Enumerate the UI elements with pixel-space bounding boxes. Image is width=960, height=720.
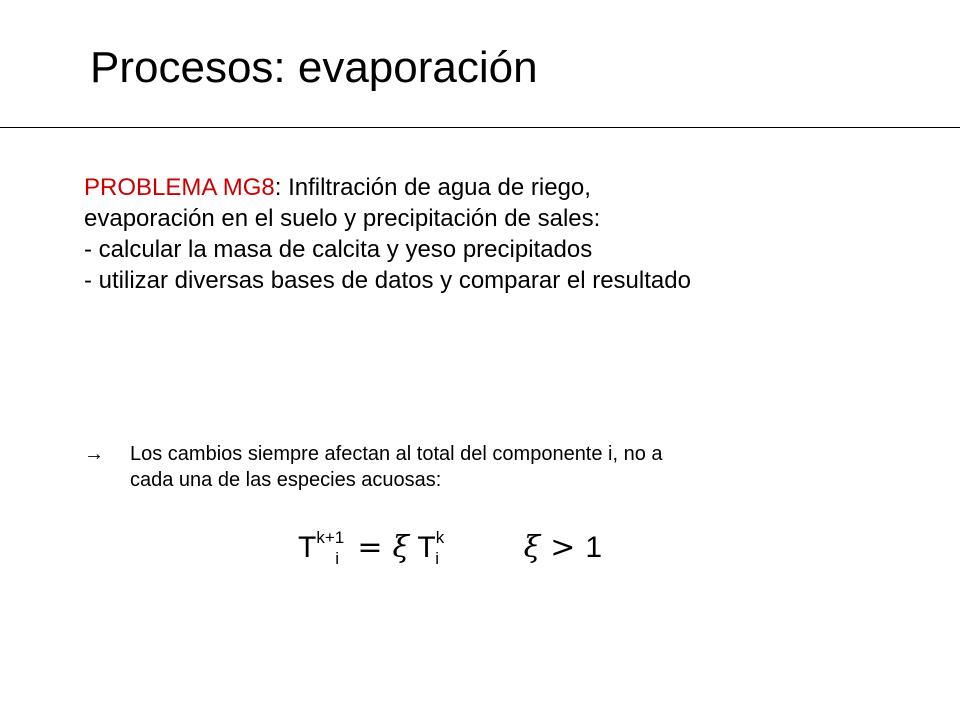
bullet-line-2: cada una de las especies acuosas: bbox=[130, 469, 442, 491]
lhs-superscript: k+1 bbox=[316, 528, 345, 547]
title-divider bbox=[0, 127, 960, 128]
bullet-text bbox=[130, 441, 884, 493]
condition-xi-symbol: ξ bbox=[523, 530, 541, 565]
lhs-total-symbol: T bbox=[298, 531, 317, 564]
update-formula bbox=[298, 528, 602, 568]
slide-title: Procesos: evaporación bbox=[90, 43, 538, 92]
problem-line-3: - calcular la masa de calcita y yeso precipitados bbox=[84, 236, 593, 263]
problem-line-2: evaporación en el suelo y precipitación de sales: bbox=[84, 205, 601, 232]
problem-line-1-text: : Infiltración de agua de riego, bbox=[274, 174, 591, 201]
condition-value: 1 bbox=[585, 531, 603, 564]
problem-statement bbox=[84, 172, 944, 296]
xi-symbol: ξ bbox=[392, 530, 410, 565]
rhs-total-symbol: T bbox=[417, 531, 436, 564]
rhs-subscript: i bbox=[435, 549, 439, 568]
greater-than-sign: > bbox=[550, 530, 576, 565]
lhs-subscript: i bbox=[335, 549, 339, 568]
problem-label: PROBLEMA MG8 bbox=[84, 174, 275, 201]
equals-sign: = bbox=[357, 530, 383, 565]
problem-line-1 bbox=[84, 172, 944, 203]
bullet-line-1: Los cambios siempre afectan al total del componente i, no a bbox=[130, 443, 663, 465]
problem-line-4: - utilizar diversas bases de datos y comparar el resultado bbox=[84, 267, 691, 294]
rhs-superscript: k bbox=[435, 528, 445, 547]
right-arrow-icon: → bbox=[84, 443, 104, 465]
bullet-item bbox=[84, 441, 884, 493]
